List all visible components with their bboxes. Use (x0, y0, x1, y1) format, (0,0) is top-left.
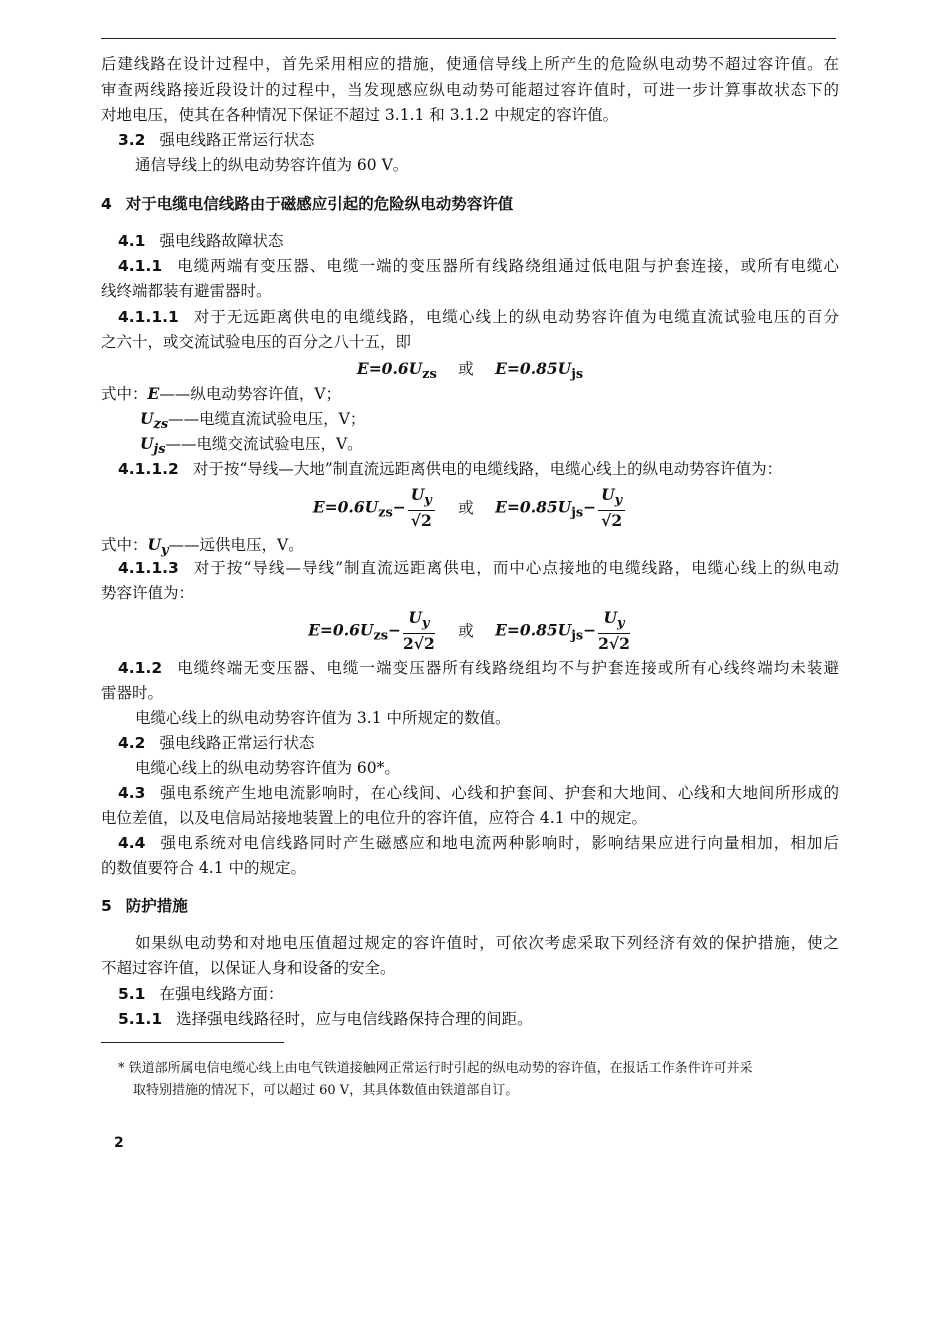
formula-subscript: zs (378, 505, 393, 521)
denominator: 2√2 (598, 634, 630, 654)
section-4-3-line-2: 电位差值，以及电信局站接地装置上的电位升的容许值，应符合 4.1 中的规定。 (101, 809, 648, 827)
section-title: 强电线路正常运行状态 (159, 131, 315, 149)
numerator: U (408, 608, 422, 627)
section-number: 4 (101, 195, 112, 213)
section-4-2-heading (118, 731, 839, 756)
section-number: 5.1.1 (118, 1010, 163, 1028)
section-5-line-2: 不超过容许值，以保证人身和设备的安全。 (101, 959, 396, 977)
minus-sign: − (388, 620, 402, 640)
minus-sign: − (392, 497, 406, 517)
top-rule (101, 38, 836, 39)
symbol: E (147, 384, 160, 403)
section-number: 4.3 (118, 784, 146, 802)
section-4-1-2-line-2: 雷器时。 (101, 684, 164, 702)
paragraph-text: 对于无远距离供电的电缆线路，电缆心线上的纵电动势容许值为电缆直流试验电压的百分 (192, 308, 839, 326)
section-5-1-1-line (118, 1007, 839, 1032)
numerator: U (601, 485, 615, 504)
section-4-1-1-line-1 (118, 254, 839, 279)
symbol: U (140, 409, 154, 428)
section-number: 3.2 (118, 131, 146, 149)
body-line-2: 审查两线路接近段设计的过程中，当发现感应纵电动势可能超过容许值时，可进一步计算事故状态下的 (101, 81, 839, 99)
footnote-line-1 (118, 1058, 836, 1080)
paragraph-text: 对于按“导线—导线”制直流远距离供电，而中心点接地的电缆线路，电缆心线上的纵电动 (192, 559, 839, 577)
formula-subscript: js (571, 628, 584, 644)
definition-text: ——电缆直流试验电压，V； (168, 410, 366, 428)
section-4-1-1-1-line-2: 之六十，或交流试验电压的百分之八十五，即 (101, 333, 412, 351)
definition-text: ——远供电压，V。 (168, 536, 304, 554)
section-number: 4.1.1.3 (118, 559, 179, 577)
formula-or: 或 (458, 498, 474, 517)
section-4-1-2-line-3: 电缆心线上的纵电动势容许值为 3.1 中所规定的数值。 (135, 709, 511, 727)
where-label: 式中： (101, 536, 148, 554)
section-4-4-line-1 (118, 831, 839, 856)
paragraph-text: 对于按“导线—大地”制直流远距离供电的电缆线路，电缆心线上的纵电动势容许值为： (192, 460, 783, 478)
definition-1 (101, 381, 839, 407)
section-4-2-body: 电缆心线上的纵电动势容许值为 60*。 (135, 759, 400, 777)
denominator: √2 (601, 511, 623, 531)
footnote-rule (101, 1042, 284, 1043)
section-number: 4.1.1.2 (118, 460, 179, 478)
fraction (408, 486, 435, 531)
section-4-1-1-1-line-1 (118, 305, 839, 330)
symbol-subscript: js (153, 442, 166, 458)
denominator: √2 (410, 511, 432, 531)
section-number: 5.1 (118, 985, 146, 1003)
section-title: 对于电缆电信线路由于磁感应引起的危险纵电动势容许值 (125, 195, 514, 213)
section-4-heading (101, 192, 839, 217)
formula-or: 或 (458, 621, 474, 640)
numerator: U (603, 608, 618, 627)
section-title: 强电线路正常运行状态 (159, 734, 315, 752)
section-3-2-body: 通信导线上的纵电动势容许值为 60 V。 (135, 156, 409, 174)
fraction (598, 609, 630, 654)
formula-term: E=0.6U (308, 620, 374, 640)
section-3-2-heading (118, 128, 839, 153)
formula-term: E=0.85U (495, 620, 572, 640)
formula-subscript: zs (373, 628, 389, 644)
section-number: 4.1.1.1 (118, 308, 179, 326)
paragraph-text: 强电系统产生地电流影响时，在心线间、心线和护套间、护套和大地间、心线和大地间所形成的 (159, 784, 839, 802)
footnote-text: 铁道部所属电信电缆心线上由电气铁道接触网正常运行时引起的纵电动势的容许值，在报话工作条件许可并采 (128, 1061, 753, 1076)
section-number: 4.4 (118, 834, 146, 852)
minus-sign: − (583, 620, 597, 640)
fraction (403, 609, 435, 654)
section-4-1-heading (118, 229, 839, 254)
section-title: 在强电线路方面： (159, 985, 284, 1003)
section-number: 4.1.2 (118, 659, 163, 677)
fraction (598, 486, 625, 531)
numerator: U (410, 485, 425, 504)
section-title: 强电线路故障状态 (159, 232, 284, 250)
paragraph-text: 电缆终端无变压器、电缆一端变压器所有线路绕组均不与护套连接或所有心线终端均未装避 (176, 659, 839, 677)
section-4-1-1-line-2: 线终端都装有避雷器时。 (101, 282, 272, 300)
symbol: U (140, 434, 154, 453)
formula-2 (101, 486, 839, 531)
formula-subscript: zs (422, 367, 437, 383)
section-5-heading (101, 894, 839, 919)
body-line-3: 对地电压，使其在各种情况下保证不超过 3.1.1 和 3.1.2 中规定的容许值。 (101, 106, 619, 124)
formula-subscript: js (571, 367, 584, 383)
formula-subscript: js (571, 505, 584, 521)
section-5-line-1: 如果纵电动势和对地电压值超过规定的容许值时，可依次考虑采取下列经济有效的保护措施，使之 (135, 934, 839, 952)
where-label: 式中： (101, 385, 148, 403)
section-4-1-1-2-line (118, 457, 839, 482)
definition-text: ——电缆交流试验电压，V。 (165, 435, 363, 453)
section-4-4-line-2: 的数值要符合 4.1 中的规定。 (101, 859, 307, 877)
formula-term: E=0.6U (312, 497, 379, 517)
symbol-subscript: zs (153, 417, 169, 433)
numerator-subscript: y (614, 493, 623, 509)
page-number: 2 (114, 1135, 124, 1151)
symbol: U (147, 535, 162, 554)
formula-3 (101, 609, 839, 654)
section-4-1-1-3-line-1 (118, 556, 839, 581)
body-line-1: 后建线路在设计过程中，首先采用相应的措施，使通信导线上所产生的危险纵电动势不超过容许值。在 (101, 55, 839, 73)
section-number: 4.1.1 (118, 257, 163, 275)
denominator: 2√2 (403, 634, 435, 654)
section-number: 4.2 (118, 734, 146, 752)
footnote-marker: * (118, 1061, 125, 1076)
paragraph-text: 强电系统对电信线路同时产生磁感应和地电流两种影响时，影响结果应进行向量相加，相加后 (159, 834, 839, 852)
minus-sign: − (583, 497, 597, 517)
paragraph-text: 电缆两端有变压器、电缆一端的变压器所有线路绕组通过低电阻与护套连接，或所有电缆心 (176, 257, 839, 275)
formula-or: 或 (458, 360, 474, 378)
section-5-1-heading (118, 982, 839, 1007)
footnote-line-2: 取特别措施的情况下，可以超过 60 V，其具体数值由铁道部自订。 (133, 1083, 519, 1098)
section-4-1-1-3-line-2: 势容许值为： (101, 584, 195, 602)
numerator-subscript: y (421, 616, 430, 632)
section-title: 防护措施 (125, 897, 188, 915)
symbol-subscript: y (161, 543, 169, 559)
paragraph-text: 选择强电线路径时，应与电信线路保持合理的间距。 (176, 1010, 533, 1028)
numerator-subscript: y (424, 493, 432, 509)
section-4-1-2-line-1 (118, 656, 839, 681)
numerator-subscript: y (617, 616, 625, 632)
formula-term: E=0.85U (495, 359, 572, 378)
definition-text: ——纵电动势容许值，V； (159, 385, 342, 403)
formula-term: E=0.6U (356, 359, 423, 378)
section-number: 4.1 (118, 232, 146, 250)
section-4-3-line-1 (118, 781, 839, 806)
section-number: 5 (101, 897, 112, 915)
formula-term: E=0.85U (495, 497, 572, 517)
